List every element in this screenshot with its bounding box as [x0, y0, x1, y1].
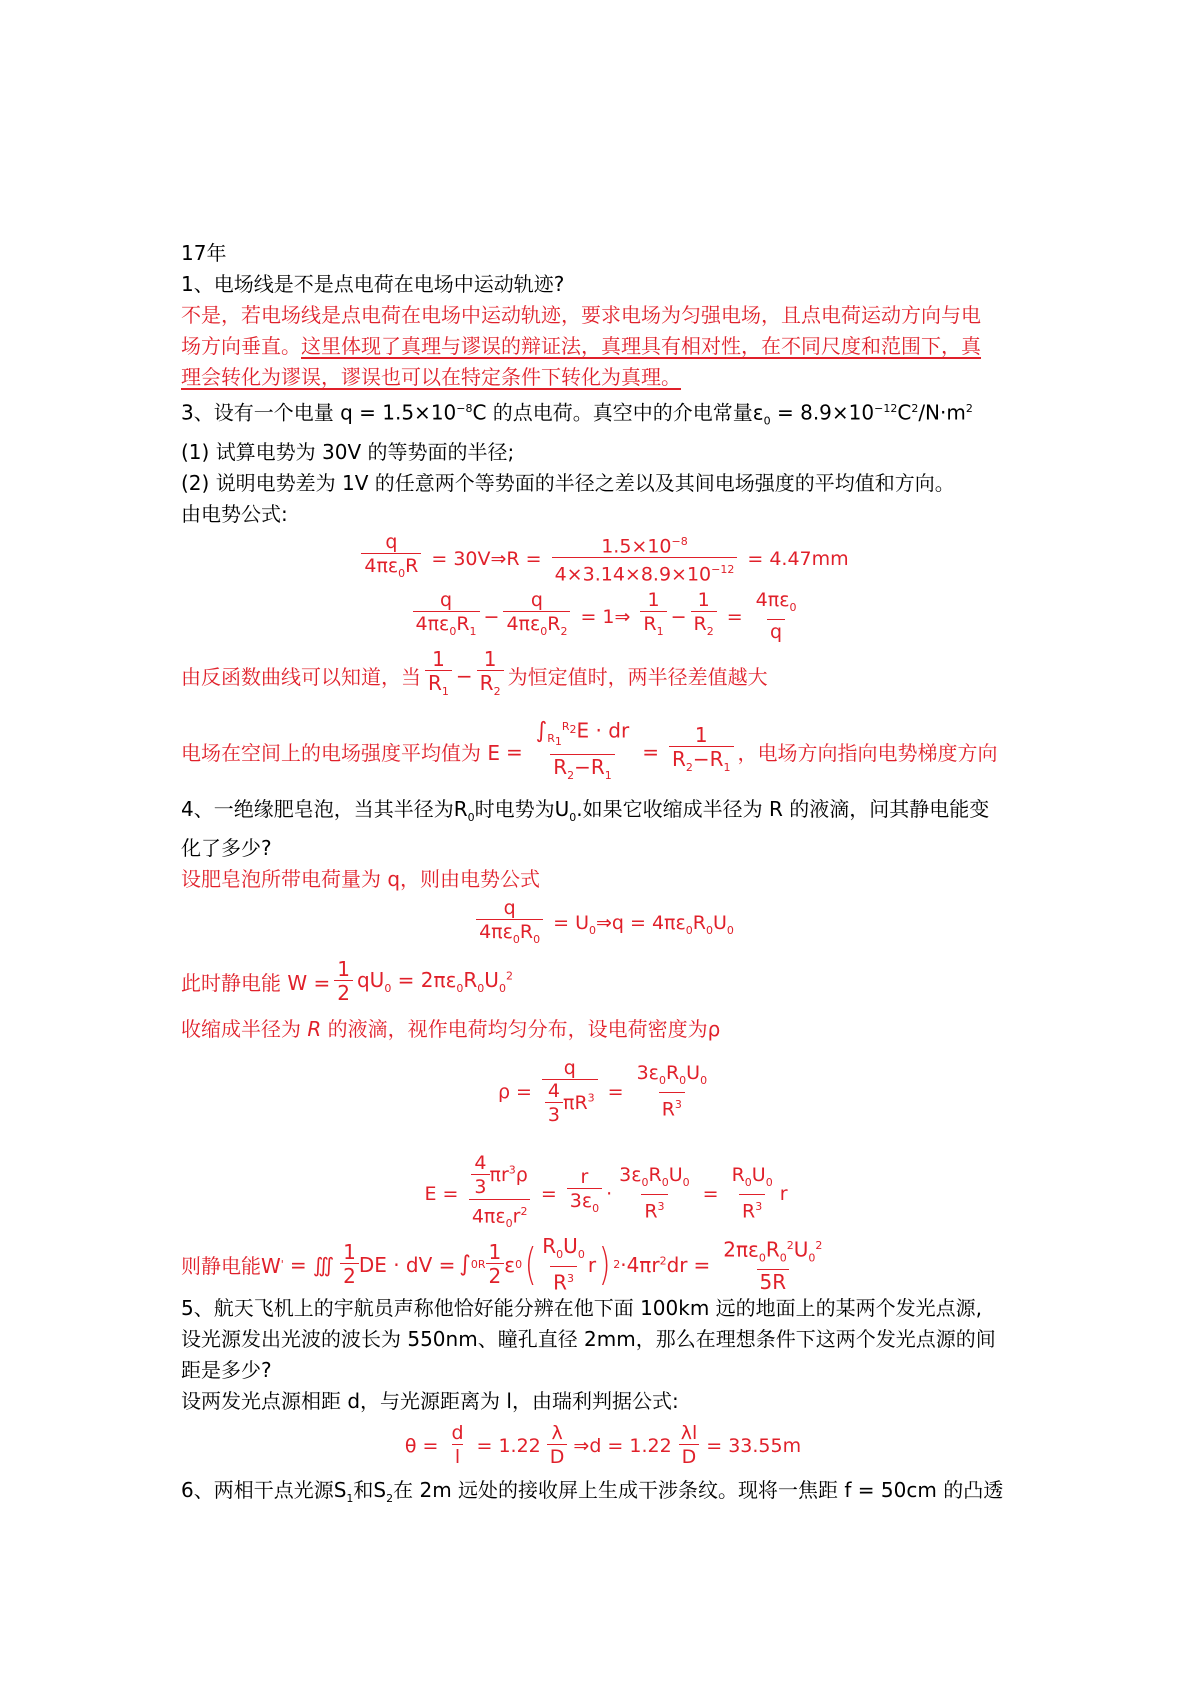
- q3-part2: (2) 说明电势差为 1V 的任意两个等势面的半径之差以及其间电场强度的平均值和方向。: [181, 470, 955, 495]
- q6-question: 6、两相干点光源$S_1$和$S_2$在 2m 远处的接收屏上生成干涉条纹。现将一焦距 f = 50cm 的凸透: [181, 1477, 1004, 1505]
- q4-step1: 设肥皂泡所带电荷量为 q，则由电势公式: [181, 866, 541, 891]
- q5-question-line2: 设光源发出光波的波长为 550nm、瞳孔直径 2mm，那么在理想条件下这两个发光点源的间: [181, 1326, 996, 1351]
- q1-answer-line2: 场方向垂直。这里体现了真理与谬误的辩证法，真理具有相对性，在不同尺度和范围下，真: [181, 334, 981, 358]
- q3-intro: 由电势公式:: [181, 501, 288, 526]
- q1-question: 1、电场线是不是点电荷在电场中运动轨迹?: [181, 272, 565, 296]
- q3-conclusion-2: 电场在空间上的电场强度平均值为 E = $\frac{\int_{R_1}^{R_2}E \cdot dr}{R_2-R_1}$ = $\frac{1}{R_2-R_1}$ ，电场方向指向电势梯度方向: [181, 716, 1031, 788]
- q4-question-line1: 4、一绝缘肥皂泡，当其半径为$R_0$时电势为$U_0$.如果它收缩成半径为 R 的液滴，问其静电能变: [181, 796, 990, 824]
- q3-conclusion-1: 由反函数曲线可以知道，当 $\frac{1}{R_1}$ − $\frac{1}{R_2}$ 为恒定值时，两半径差值越大: [181, 646, 1031, 706]
- q5-question-line3: 距是多少?: [181, 1357, 272, 1382]
- q3-part1: (1) 试算电势为 30V 的等势面的半径;: [181, 439, 515, 464]
- q4-step3: 收缩成半径为 R 的液滴，视作电荷均匀分布，设电荷密度为ρ: [181, 1016, 721, 1041]
- q4-question-line2: 化了多少?: [181, 835, 272, 860]
- q4-rho-equation: ρ = q $\frac{4}{3}$ $\pi R^3$ = $\frac{3\varepsilon_0R_0U_0}{R^3}$: [497, 1056, 708, 1126]
- q3-equation-2: $\frac{q}{4\pi\varepsilon_0R_1}$ − $\frac{q}{4\pi\varepsilon_0R_2}$ = 1⇒ $\frac{1}{R_1}$ − $\frac{1}{R_2}$ = $\frac{4\pi\varepsilon_0}{q}$: [181, 588, 1031, 646]
- q5-question-line1: 5、航天飞机上的宇航员声称他恰好能分辨在他下面 100km 远的地面上的某两个发光点源,: [181, 1295, 983, 1320]
- q4-equation-1: $\frac{q}{4\pi\varepsilon_0R_0}$ = $U_0\Rightarrow q = 4\pi\varepsilon_0R_0U_0$: [181, 895, 1031, 955]
- q4-final-energy: 则静电能W ' = ∭ $\frac{1}{2}$ DE · dV = ∫ 0 R $\frac{1}{2}$ ε 0 ( $\frac{R_0U_0}{R^3}$ r ) 2 $\cdot 4\pi r^2dr$ = $\frac{2\pi\varepsilon_0R_0^2U_0^2}{5R}$: [181, 1233, 823, 1295]
- q4-step2: 此时静电能 W = $\frac{1}{2}$ $qU_0 = 2\pi\varepsilon_0R_0U_0^2$: [181, 957, 513, 1006]
- q1-answer-line3: 理会转化为谬误，谬误也可以在特定条件下转化为真理。: [181, 365, 681, 389]
- q5-intro: 设两发光点源相距 d，与光源距离为 l，由瑞利判据公式:: [181, 1388, 679, 1413]
- q5-equation: θ = $\frac{d}{l}$ = 1.22 $\frac{\lambda}{D}$ ⇒d = 1.22 $\frac{\lambda l}{D}$ = 33.55m: [404, 1422, 802, 1469]
- q4-field-equation: E = $\frac{4}{3}$ $\pi r^3\rho$ $4\pi\varepsilon_0r^2$ = $\frac{r}{3\varepsilon_0}$ · $\frac{3\varepsilon_0R_0U_0}{R^3}$ = $\frac{R_0U_0}{R^3}$ r: [181, 1151, 1031, 1237]
- q3-equation-1: $\frac{q}{4\pi\varepsilon_0R}$ = 30V⇒R = $\frac{1.5\times 10^{-8}}{4\times 3.14\times 8.9\times 10^{-12}}$ = 4.47mm: [181, 530, 1031, 588]
- q3-question: 3、设有一个电量 $q = 1.5\times 10^{-8}C$ 的点电荷。真空中的介电常量$\varepsilon_0 = 8.9\times 10^{-12}C^2/N\cdot m^2$: [181, 400, 973, 428]
- document-page: [181, 238, 1031, 1514]
- year-heading: 17年: [181, 241, 227, 265]
- q1-answer-line1: 不是，若电场线是点电荷在电场中运动轨迹，要求电场为匀强电场，且点电荷运动方向与电: [181, 303, 981, 327]
